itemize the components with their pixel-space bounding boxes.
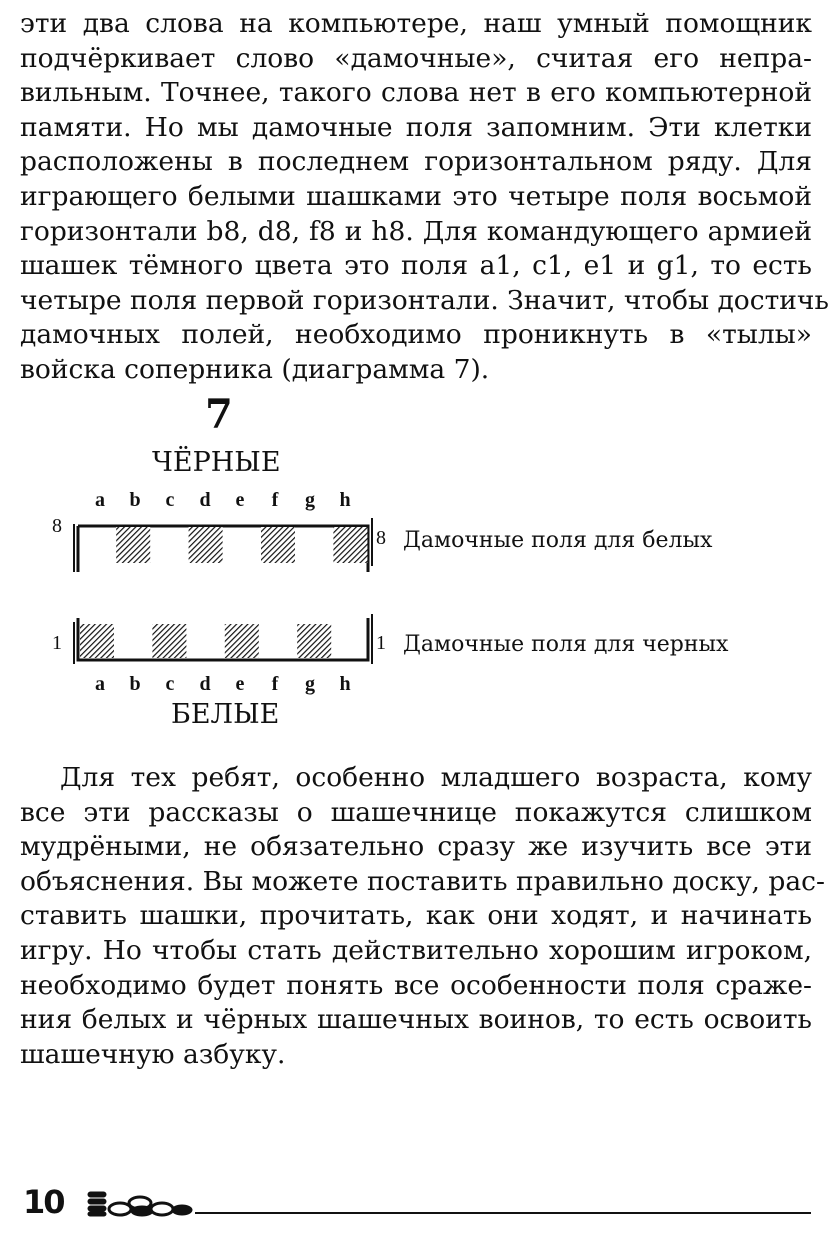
file-label: e: [235, 673, 245, 695]
promotion-square-c1: [152, 624, 186, 658]
text-line: дамочных полей, необходимо проникнуть в «тылы»: [20, 319, 812, 351]
text-line: ставить шашки, прочитать, как они ходят, и начинать: [20, 900, 812, 932]
file-label: b: [129, 673, 141, 695]
diagram-number: 7: [205, 391, 233, 438]
text-line: четыре поля первой горизонтали. Значит, чтобы достичь: [20, 284, 829, 316]
rank-8-right: 8: [376, 527, 386, 549]
text-line: памяти. Но мы дамочные поля запомним. Эти клетки: [20, 111, 812, 143]
white-side-label: БЕЛЫЕ: [171, 699, 280, 730]
file-label: d: [199, 673, 211, 695]
black-side-label: ЧЁРНЫЕ: [152, 447, 281, 478]
text-line: расположены в последнем горизонтальном ряду. Для: [20, 146, 812, 178]
promotion-square-f8: [261, 527, 295, 563]
paragraph-bottom: [20, 761, 825, 1072]
text-line: все эти рассказы о шашечнице покажутся слишком: [20, 796, 812, 828]
promotion-square-a1: [80, 624, 114, 658]
file-label: c: [165, 489, 175, 511]
file-label: f: [271, 673, 279, 695]
text-line: войска соперника (диаграмма 7).: [20, 353, 490, 385]
text-line: объяснения. Вы можете поставить правильно доску, рас-: [20, 865, 825, 897]
caption-black-promotion: Дамочные поля для черных: [403, 632, 729, 657]
promotion-square-b8: [116, 527, 150, 563]
text-line: ния белых и чёрных шашечных воинов, то есть освоить: [20, 1004, 812, 1036]
file-label: g: [305, 489, 315, 511]
rank-1-left: 1: [52, 632, 62, 654]
text-line: шашек тёмного цвета это поля a1, c1, e1 и g1, то есть: [20, 250, 812, 282]
text-line: подчёркивает слово «дамочные», считая его непра-: [20, 42, 812, 74]
text-line: шашечную азбуку.: [20, 1038, 286, 1070]
text-line: игру. Но чтобы стать действительно хорошим игроком,: [20, 934, 812, 966]
promotion-square-d8: [189, 527, 223, 563]
footer-rule: [195, 1212, 811, 1214]
file-label: d: [199, 489, 211, 511]
text-line: горизонтали b8, d8, f8 и h8. Для командующего армией: [20, 215, 812, 247]
page-number: 10: [23, 1183, 64, 1221]
text-line: мудрёными, не обязательно сразу же изучить все эти: [20, 831, 812, 863]
checkers-pieces-icon: [86, 1188, 196, 1218]
file-label: e: [235, 489, 245, 511]
text-line: вильным. Точнее, такого слова нет в его компьютерной: [20, 77, 812, 109]
text-line: Для тех ребят, особенно младшего возраста, кому: [60, 762, 812, 793]
file-label: b: [129, 489, 141, 511]
text-line: эти два слова на компьютере, наш умный помощник: [20, 8, 812, 39]
file-label: c: [165, 673, 175, 695]
rank-8-left: 8: [52, 515, 62, 537]
promotion-square-h8: [333, 527, 367, 563]
rank-1-right: 1: [376, 632, 386, 654]
promotion-square-e1: [225, 624, 259, 658]
text-line: необходимо будет понять все особенности поля сраже-: [20, 969, 812, 1001]
text-line: играющего белыми шашками это четыре поля восьмой: [20, 180, 812, 212]
file-label: a: [95, 489, 105, 511]
promotion-square-g1: [297, 624, 331, 658]
file-label: f: [271, 489, 279, 511]
file-label: g: [305, 673, 315, 695]
file-label: h: [339, 673, 351, 695]
caption-white-promotion: Дамочные поля для белых: [403, 528, 713, 553]
file-label: a: [95, 673, 105, 695]
file-label: h: [339, 489, 351, 511]
